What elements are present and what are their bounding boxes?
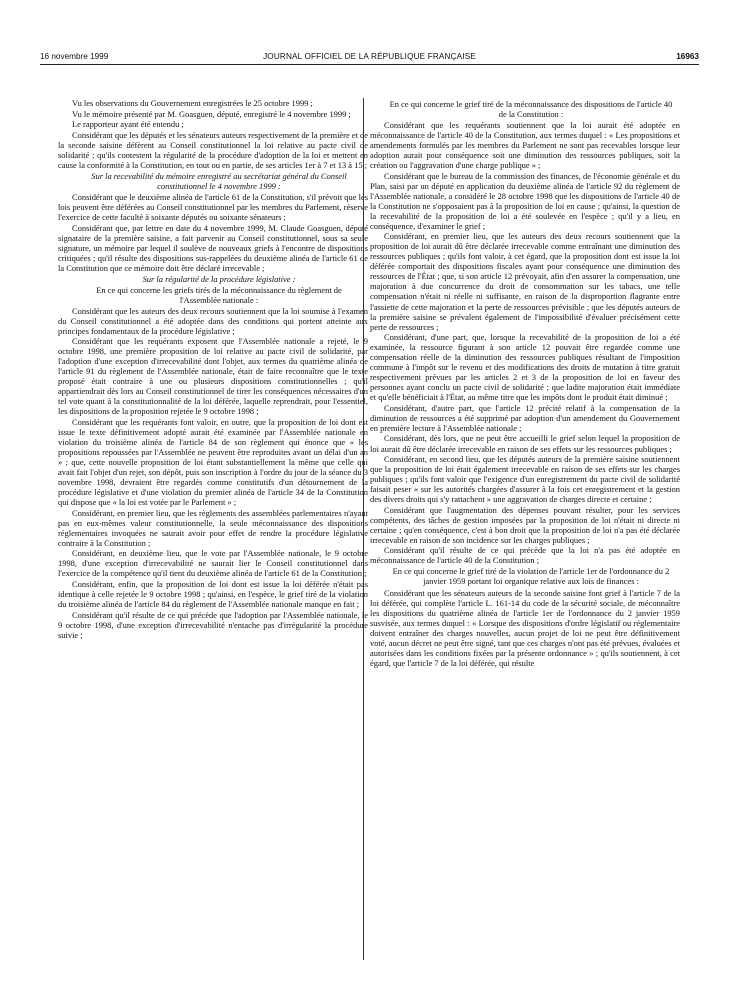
- left-column: [58, 98, 368, 640]
- paragraph: Considérant que les auteurs des deux recours soutiennent que la loi soumise à l'examen du Conseil constitutionnel a été adoptée dans des conditions qui portent atteinte aux principes fondamentaux de la procédure législative ;: [58, 305, 368, 336]
- paragraph: Considérant que le deuxième alinéa de l'article 61 de la Constitution, s'il prévoit que les lois peuvent être déférées au Conseil constitutionnel par les membres du Parlement, réserve l'exercice de cette faculté à soixante députés ou soixante sénateurs ;: [58, 191, 368, 222]
- header-date: 16 novembre 1999: [40, 52, 109, 61]
- paragraph: Considérant que l'augmentation des dépenses pouvant résulter, pour les services compétents, des tâches de gestion imposées par la proposition de loi n'était ni directe ni certaine ; qu'en conséquence, c'est à bon droit que la proposition de loi n'a pas été déclarée irrecevable en raison de son incidence sur les charges publiques ;: [370, 504, 680, 545]
- paragraph: Considérant, en premier lieu, que les règlements des assemblées parlementaires n'ayant pas en eux-mêmes valeur constitutionnelle, la seule méconnaissance des dispositions réglementaires invoquées ne saurait avoir pour effet de rendre la procédure législative contraire à la Constitution ;: [58, 507, 368, 548]
- header-rule: [40, 64, 699, 65]
- paragraph: Vu les observations du Gouvernement enregistrées le 25 octobre 1999 ;: [72, 98, 313, 108]
- paragraph: Considérant, en second lieu, que les députés auteurs de la première saisine soutiennent que la proposition de loi était également irrecevable en raison de ses effets sur les charges publiques ; qu'ils font valoir que l'exigence d'un enregistrement du pacte civil de solidarité faisait peser « sur les autorités chargées d'assurer à la fois cet enregistrement et la gestion des divers droits qui s'y rattachent » une aggravation de charges directe et certaine ;: [370, 454, 680, 505]
- paragraph: Considérant que, par lettre en date du 4 novembre 1999, M. Claude Goasguen, député signataire de la première saisine, a fait parvenir au Conseil constitutionnel, sous sa seule signature, un mémoire par lequel il soulève de nouveaux griefs à l'encontre de dispositions critiquées ; qu'il résulte des dispositions sus-rappelées du deuxième alinéa de l'article 61 de la Constitution que ce mémoire doit être déclaré irrecevable ;: [58, 222, 368, 273]
- subsection-heading: En ce qui concerne le grief tiré de la violation de l'article 1er de l'ordonnance du 2 janvier 1959 portant loi organique relative aux lois de finances :: [392, 566, 670, 587]
- subsection-heading: En ce qui concerne le grief tiré de la méconnaissance des dispositions de l'article 40 de la Constitution :: [389, 99, 673, 120]
- column-divider: [363, 98, 364, 960]
- paragraph: Considérant, enfin, que la proposition de loi dont est issue la loi déférée n'était pas identique à celle rejetée le 9 octobre 1998 ; qu'ainsi, en l'espèce, le grief tiré de la violation du troisième alinéa de l'article 84 du règlement de l'Assemblée nationale manque en fait ;: [58, 579, 368, 610]
- paragraph: Vu le mémoire présenté par M. Goasguen, député, enregistré le 4 novembre 1999 ;: [72, 108, 351, 119]
- header-title: JOURNAL OFFICIEL DE LA RÉPUBLIQUE FRANÇAISE: [263, 52, 476, 61]
- paragraph: Considérant, en premier lieu, que les auteurs des deux recours soutiennent que la proposition de loi aurait dû être déclarée irrecevable comme entraînant une diminution des ressources publiques ; qu'ils font valoir, à cet égard, que la proposition dont est issue la loi déférée comportait des dispositions fiscales ayant pour conséquence une diminution des ressources de l'État ; que, si son article 12 prévoyait, afin d'en assurer la compensation, une majoration à due concurrence du droit de consommation sur les tabacs, une telle compensation n'était ni réelle ni suffisante, en raison de la disproportion flagrante entre l'assiette de cette majoration et la perte de ressources prévisible ; que les députés auteurs de la première saisine se prévalent également de l'impossibilité d'évaluer précisément cette perte de ressources ;: [370, 231, 680, 332]
- paragraph: Considérant que le bureau de la commission des finances, de l'économie générale et du Plan, saisi par un député en application du deuxième alinéa de l'article 92 du règlement de l'Assemblée nationale, a considéré le 28 octobre 1998 que les dispositions de l'article 40 de la Constitution ne s'opposaient pas à la proposition de loi en cause ; qu'ainsi, la question de la recevabilité de la proposition de loi a été soulevée en l'espèce ; qu'il y a lieu, en conséquence, d'examiner le grief ;: [370, 170, 680, 231]
- right-column: [370, 98, 680, 668]
- paragraph: Considérant qu'il résulte de ce qui précède que l'adoption par l'Assemblée nationale, le 9 octobre 1998, d'une exception d'irrecevabilité n'entache pas d'irrégularité la procédure suivie ;: [58, 609, 368, 640]
- subsection-heading: En ce qui concerne les griefs tirés de la méconnaissance du règlement de l'Assemblée nationale :: [96, 284, 342, 305]
- paragraph: Considérant que les requérants font valoir, en outre, que la proposition de loi dont est issue le texte définitivement adopté aurait été examinée par l'Assemblée nationale en violation du troisième alinéa de l'article 84 de son règlement qui énonce que « les propositions repoussées par l'Assemblée ne peuvent être reproduites avant un délai d'un an » ; que, cette nouvelle proposition de loi étant substantiellement la même que celle qui avait fait l'objet d'un rejet, son dépôt, puis son inscription à l'ordre du jour de la séance du 3 novembre 1998, devraient être regardés comme constitutifs d'un détournement de la procédure législative et d'une violation du premier alinéa de l'article 34 de la Constitution qui dispose que « la loi est votée par le Parlement » ;: [58, 417, 368, 508]
- paragraph: Considérant que les requérants exposent que l'Assemblée nationale a rejeté, le 9 octobre 1998, une première proposition de loi relative au pacte civil de solidarité, par l'adoption d'une exception d'irrecevabilité dont l'objet, aux termes du quatrième alinéa de l'article 91 du règlement de l'Assemblée nationale, était de faire reconnaître que le texte proposé était contraire à une ou plusieurs dispositions constitutionnelles ; qu'il appartiendrait dès lors au Conseil constitutionnel de tirer les conséquences nécessaires d'un tel vote quant à la constitutionnalité de la loi déférée, laquelle reprendrait, pour l'essentiel, les dispositions de la proposition rejetée le 9 octobre 1998 ;: [58, 336, 368, 417]
- paragraph: Le rapporteur ayant été entendu ;: [72, 119, 184, 130]
- section-heading: Sur la recevabilité du mémoire enregistré au secrétariat général du Conseil constitutionnel le 4 novembre 1999 :: [91, 170, 347, 191]
- paragraph: Considérant que les sénateurs auteurs de la seconde saisine font grief à l'article 7 de la loi déférée, qui complète l'article L. 161-14 du code de la sécurité sociale, de méconnaître les dispositions du quatrième alinéa de l'article 1er de l'ordonnance du 2 janvier 1959 susvisée, aux termes duquel : « Lorsque des dispositions d'ordre législatif ou réglementaire doivent entraîner des charges nouvelles, aucun projet de loi ne peut être définitivement voté, aucun décret ne peut être signé, tant que ces charges n'ont pas été prévues, évaluées et autorisées dans les conditions fixées par la présente ordonnance » ; qu'ils soutiennent, à cet égard, que l'article 7 de la loi déférée, qui résulte: [370, 587, 680, 668]
- paragraph: Considérant, d'autre part, que l'article 12 précité relatif à la compensation de la diminution de ressources a été supprimé par adoption d'un amendement du Gouvernement en première lecture à l'Assemblée nationale ;: [370, 402, 680, 433]
- header-page-number: 16963: [676, 52, 699, 61]
- paragraph: Considérant, dès lors, que ne peut être accueilli le grief selon lequel la proposition de loi aurait dû être déclarée irrecevable en raison de ses effets sur les ressources publiques ;: [370, 433, 680, 454]
- paragraph: Considérant qu'il résulte de ce qui précède que la loi n'a pas été adoptée en méconnaissance de l'article 40 de la Constitution ;: [370, 545, 680, 566]
- section-heading: Sur la régularité de la procédure législative :: [142, 273, 296, 284]
- paragraph: Considérant que les députés et les sénateurs auteurs respectivement de la première et de la seconde saisine défèrent au Conseil constitutionnel la loi relative au pacte civil de solidarité ; qu'ils contestent la régularité de la procédure d'adoption de la loi et mettent en cause la conformité à la Constitution, en tout ou en partie, de ses articles 1er à 7 et 13 à 15 ;: [58, 129, 368, 170]
- paragraph: Considérant que les requérants soutiennent que la loi aurait été adoptée en méconnaissance de l'article 40 de la Constitution, aux termes duquel : « Les propositions et amendements formulés par les membres du Parlement ne sont pas recevables lorsque leur adoption aurait pour conséquence soit une diminution des ressources publiques, soit la création ou l'aggravation d'une charge publique » ;: [370, 120, 680, 171]
- paragraph: Considérant, en deuxième lieu, que le vote par l'Assemblée nationale, le 9 octobre 1998, d'une exception d'irrecevabilité ne saurait lier le Conseil constitutionnel dans l'exercice de la compétence qu'il tient du deuxième alinéa de l'article 61 de la Constitution ;: [58, 548, 368, 579]
- paragraph: Considérant, d'une part, que, lorsque la recevabilité de la proposition de loi a été examinée, la ressource figurant à son article 12 pouvait être regardée comme une compensation réelle de la diminution des ressources publiques résultant de l'imposition commune à l'impôt sur le revenu et des modifications des droits de mutation à titre gratuit respectivement prévues par les articles 2 et 3 de la proposition de loi en faveur des personnes ayant conclu un pacte civil de solidarité ; que ladite majoration était immédiate et qu'elle bénéficiait à l'État, au même titre que les impôts dont le produit était diminué ;: [370, 332, 680, 403]
